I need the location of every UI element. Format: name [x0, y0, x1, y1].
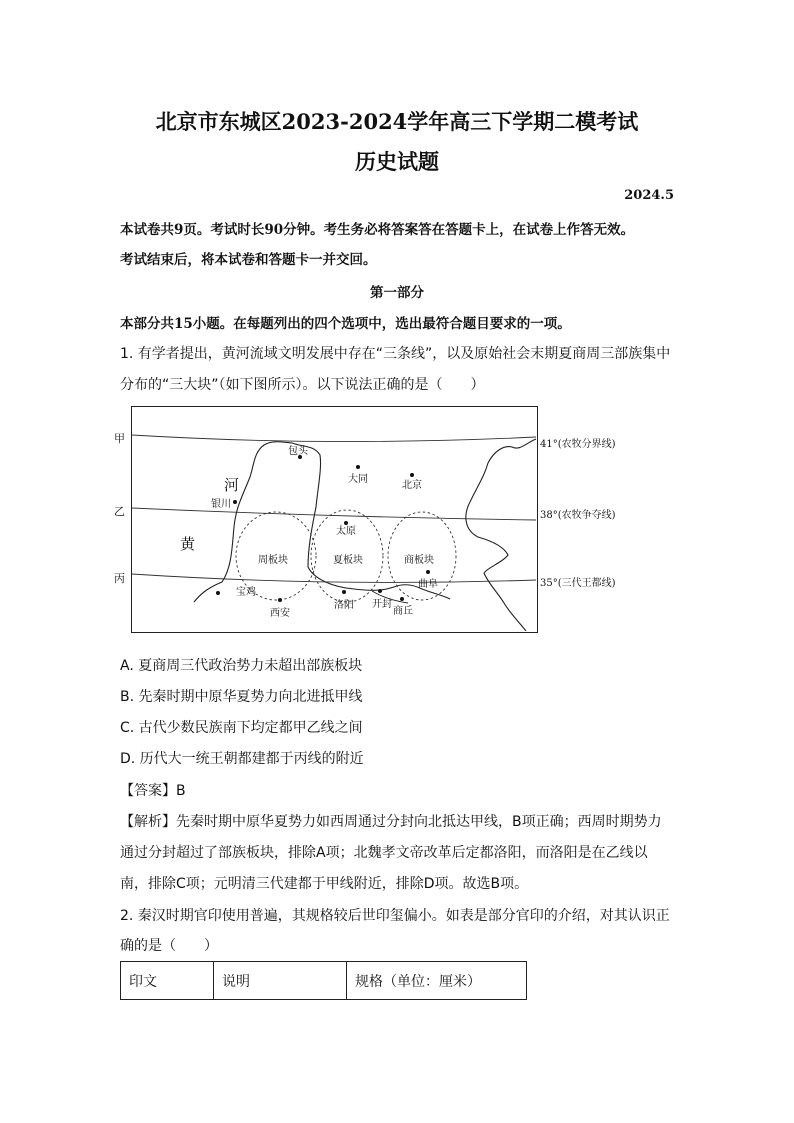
section-note: 本部分共15小题。在每题列出的四个选项中，选出最符合题目要求的一项。	[120, 316, 571, 332]
map-city-beijing: 北京	[402, 480, 422, 491]
q1-option-c: C. 古代少数民族南下均定都甲乙线之间	[120, 720, 363, 736]
map-city-xian: 西安	[270, 608, 290, 619]
q1-analysis-line-1: 【解析】先秦时期中原华夏势力如西周通过分封向北抵达甲线，B项正确；西周时期势力	[120, 814, 662, 830]
map-label-41: 41°(农牧分界线)	[540, 439, 616, 450]
map-city-datong: 大同	[348, 474, 368, 485]
map-block-xia: 夏板块	[333, 555, 363, 566]
map-block-zhou: 周板块	[258, 555, 288, 566]
city-dot-luoyang	[342, 590, 346, 594]
map-city-luoyang: 洛阳	[334, 600, 354, 611]
exam-date: 2024.5	[624, 188, 674, 203]
q2-stem-line-1: 2. 秦汉时期官印使用普遍，其规格较后世印玺偏小。如表是部分官印的介绍，对其认识正	[120, 908, 670, 924]
yellow-river	[194, 442, 450, 602]
map-label-35: 35°(三代王都线)	[540, 578, 616, 589]
map-line-jia-label: 甲	[114, 432, 125, 445]
map-label-38: 38°(农牧争夺线)	[540, 510, 616, 521]
map-line-bing-label: 丙	[114, 572, 125, 585]
map-city-baotou: 包头	[288, 446, 308, 457]
q1-analysis-line-3: 南，排除C项；元明清三代建都于甲线附近，排除D项。故选B项。	[120, 876, 529, 892]
city-dot-kaifeng	[378, 589, 382, 593]
table-header-cell: 印文	[121, 962, 214, 1000]
city-dot-baoji	[216, 591, 220, 595]
map-block-shang: 商板块	[404, 555, 434, 566]
q1-stem-line-2: 分布的“三大块”（如下图所示）。以下说法正确的是（ ）	[120, 377, 485, 393]
city-dot-datong	[356, 465, 360, 469]
map-line-yi-label: 乙	[114, 505, 125, 518]
city-dot-yinchuan	[233, 500, 237, 504]
instructions-line-1: 本试卷共9页。考试时长90分钟。考生务必将答案答在答题卡上，在试卷上作答无效。	[120, 222, 635, 238]
map-city-baoji: 宝鸡	[236, 587, 256, 598]
map-city-qufu: 曲阜	[418, 579, 438, 590]
map-city-taiyuan: 太原	[336, 526, 356, 537]
exam-subtitle: 历史试题	[355, 149, 439, 174]
section-title: 第一部分	[370, 285, 424, 301]
map-city-shangqiu: 商丘	[393, 606, 413, 617]
q1-stem-line-1: 1. 有学者提出，黄河流域文明发展中存在“三条线”，以及原始社会末期夏商周三部族集中	[120, 346, 671, 362]
q1-analysis-line-2: 通过分封超过了部族板块，排除A项；北魏孝文帝改革后定都洛阳，而洛阳是在乙线以	[120, 845, 648, 861]
q1-option-a: A. 夏商周三代政治势力未超出部族板块	[120, 658, 363, 674]
q2-stem-line-2: 确的是（ ）	[120, 938, 218, 954]
city-dot-qufu	[426, 570, 430, 574]
latitude-line-35	[132, 574, 536, 582]
city-dot-shangqiu	[400, 597, 404, 601]
coastline-north	[470, 439, 536, 502]
q1-answer: 【答案】B	[120, 783, 186, 799]
latitude-line-38	[132, 508, 536, 520]
coastline-shandong	[466, 502, 526, 631]
q1-option-d: D. 历代大一统王朝都建都于丙线的附近	[120, 751, 364, 767]
table-header-cell: 规格（单位：厘米）	[347, 962, 527, 1000]
instructions-line-2: 考试结束后，将本试卷和答题卡一并交回。	[120, 252, 377, 268]
q2-seal-table	[120, 961, 527, 1000]
q1-option-b: B. 先秦时期中原华夏势力向北进抵甲线	[120, 689, 363, 705]
latitude-line-41	[132, 435, 536, 442]
table-header-cell: 说明	[214, 962, 347, 1000]
table-header-row	[121, 962, 527, 1000]
map-city-yinchuan: 银川	[211, 499, 231, 510]
map-river-he: 河	[224, 476, 240, 494]
map-city-kaifeng: 开封	[372, 599, 392, 610]
exam-title: 北京市东城区2023-2024学年高三下学期二模考试	[155, 109, 639, 134]
map-river-huang: 黄	[180, 535, 196, 553]
city-dot-xian	[278, 598, 282, 602]
